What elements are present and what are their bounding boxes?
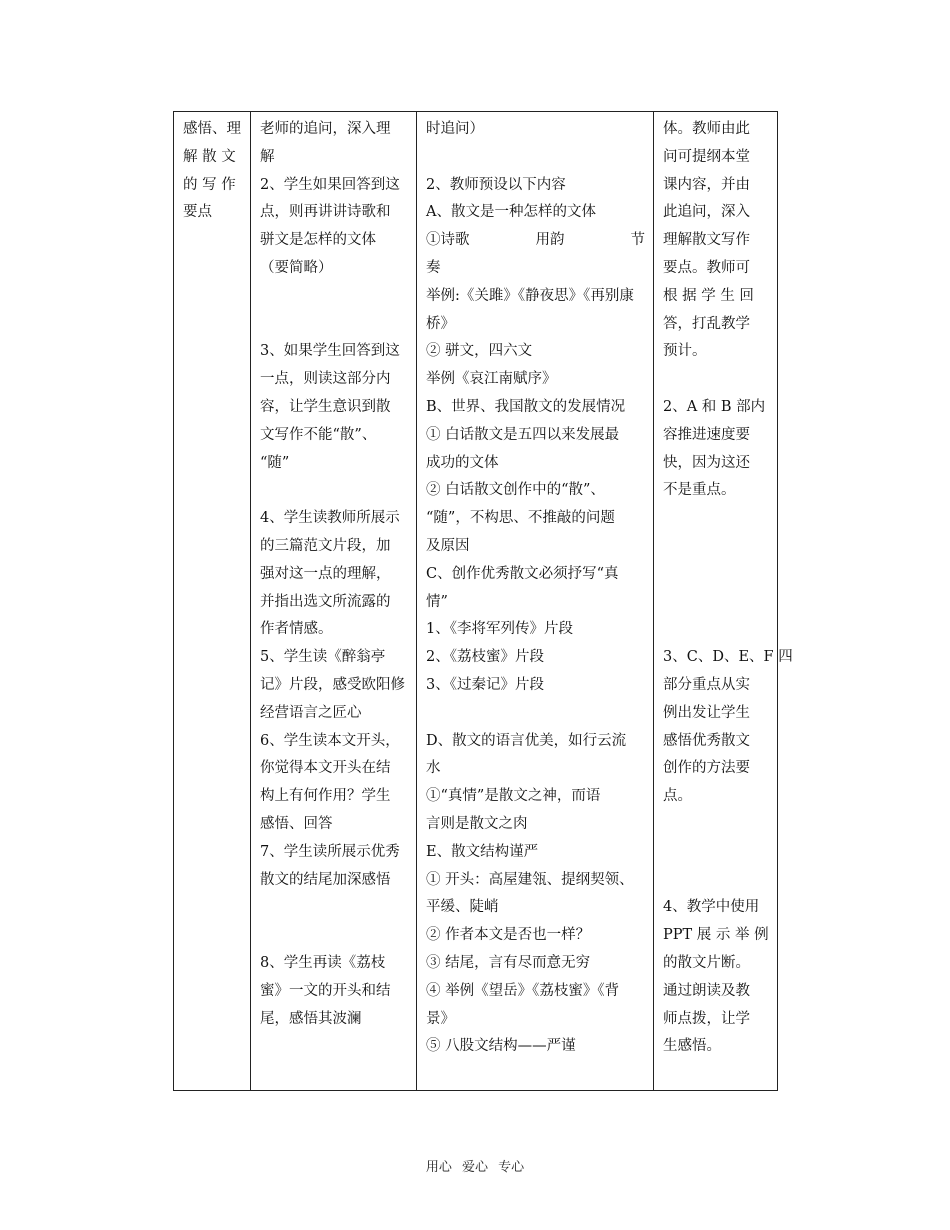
table-text-line: 感悟、理: [183, 121, 241, 137]
table-text-line: 快，因为这还: [663, 454, 750, 471]
table-text-line: ①“真情”是散文之神，而语: [426, 788, 601, 805]
table-text-line: 部分重点从实: [663, 676, 750, 693]
table-text-line: 水: [426, 760, 441, 777]
table-text-line: 情”: [426, 593, 448, 610]
table-text-line: 举例:《关雎》《静夜思》《再别康: [426, 287, 634, 304]
table-text-line: E、散文结构谨严: [426, 843, 539, 860]
table-text-line: C、创作优秀散文必须抒写“真: [426, 565, 619, 582]
table-text-line: 的 写 作: [183, 176, 236, 193]
table-text-line: 解: [260, 148, 275, 165]
poetry-line: [426, 227, 645, 255]
table-text-line: 文写作不能“散”、: [260, 426, 377, 443]
table-text-line: PPT 展 示 举 例: [663, 927, 769, 944]
table-text-line: 老师的追问，深入理: [260, 121, 391, 137]
table-text-line: 答，打乱教学: [663, 315, 750, 332]
table-text-line: 解 散 文: [183, 148, 236, 165]
design-intent-cell: [654, 112, 793, 1091]
table-text-line: 3、如果学生回答到这: [260, 343, 400, 360]
table-text-line: 8、学生再读《荔枝: [260, 954, 386, 971]
table-text-line: 记》片段，感受欧阳修: [260, 676, 405, 693]
table-text-line: 3、《过秦记》片段: [426, 676, 544, 693]
table-text-line: ①诗歌: [426, 232, 470, 249]
table-text-line: 并指出选文所流露的: [260, 593, 391, 610]
table-text-line: 4、教学中使用: [663, 899, 760, 916]
table-text-line: 节: [630, 232, 645, 249]
table-text-line: 点，则再讲讲诗歌和: [260, 204, 391, 221]
table-text-line: 师点拨，让学: [663, 1010, 750, 1027]
table-text-line: 要点。教师可: [663, 259, 750, 276]
table-text-line: ② 作者本文是否也一样？: [426, 927, 591, 944]
table-text-line: 景》: [426, 1010, 455, 1027]
table-text-line: 你觉得本文开头在结: [260, 760, 391, 777]
table-text-line: 桥》: [426, 315, 455, 332]
table-text-line: “随”，不构思、不推敲的问题: [426, 510, 615, 527]
table-text-line: ① 开头：高屋建瓴、提纲契领、: [426, 871, 634, 888]
student-activity-cell: [251, 112, 417, 1091]
table-text-line: 通过朗读及教: [663, 982, 750, 999]
table-text-line: 问可提纲本堂: [663, 148, 750, 165]
table-text-line: “随”: [260, 454, 290, 471]
table-text-line: A、散文是一种怎样的文体: [426, 204, 596, 221]
table-text-line: 一点，则读这部分内: [260, 371, 391, 388]
table-text-line: ① 白话散文是五四以来发展最: [426, 426, 620, 443]
table-text-line: 平缓、陡峭: [426, 899, 499, 916]
table-text-line: 蜜》一文的开头和结: [260, 982, 391, 999]
table-text-line: 骈文是怎样的文体: [260, 232, 376, 249]
table-text-line: 成功的文体: [426, 454, 499, 471]
table-text-line: 构上有何作用？学生: [260, 788, 391, 805]
table-text-line: 的散文片断。: [663, 954, 750, 971]
table-text-line: 4、学生读教师所展示: [260, 510, 400, 527]
table-text-line: 体。教师由此: [663, 121, 750, 137]
table-text-line: 感悟、回答: [260, 815, 333, 832]
table-text-line: 5、学生读《醉翁亭: [260, 649, 386, 666]
table-text-line: 2、《荔枝蜜》片段: [426, 649, 544, 666]
table-text-line: 点。: [663, 788, 692, 805]
lesson-plan-table: [173, 111, 793, 1091]
table-text-line: 1、《李将军列传》片段: [426, 621, 573, 638]
table-text-line: 例出发让学生: [663, 704, 750, 721]
table-text-line: 作者情感。: [260, 621, 333, 638]
table-text-line: 理解散文写作: [663, 232, 750, 249]
page-footer: 用心 爱心 专心: [425, 1160, 525, 1175]
table-text-line: 强对这一点的理解，: [260, 565, 391, 582]
table-text-line: 散文的结尾加深感悟: [260, 871, 391, 888]
table-text-line: ⑤ 八股文结构——严谨: [426, 1038, 576, 1055]
table-text-line: 要点: [183, 204, 212, 221]
table-text-line: D、散文的语言优美，如行云流: [426, 732, 627, 749]
table-text-line: （要简略）: [260, 259, 333, 276]
table-text-line: 7、学生读所展示优秀: [260, 843, 400, 860]
table-text-line: 感悟优秀散文: [663, 732, 750, 749]
table-text-line: 经营语言之匠心: [260, 704, 362, 721]
table-text-line: 举例《哀江南赋序》: [426, 371, 557, 388]
table-text-line: 尾，感悟其波澜: [260, 1010, 362, 1027]
table-text-line: 用韵: [535, 232, 565, 249]
table-text-line: 此追问，深入: [663, 204, 750, 221]
table-text-line: 容推进速度要: [663, 426, 750, 443]
table-text-line: 创作的方法要: [663, 760, 750, 777]
table-text-line: ④ 举例《望岳》《荔枝蜜》《背: [426, 982, 620, 999]
table-row: [174, 112, 778, 1091]
table-text-line: 及原因: [426, 537, 470, 554]
table-text-line: 2、学生如果回答到这: [260, 176, 400, 193]
table-text-line: ② 白话散文创作中的“散”、: [426, 482, 605, 499]
table-text-line: ② 骈文，四六文: [426, 343, 533, 360]
table-text-line: 6、学生读本文开头，: [260, 732, 400, 749]
table-text-line: 奏: [426, 259, 441, 276]
table-text-line: 预计。: [663, 343, 707, 360]
table-text-line: ③ 结尾，言有尽而意无穷: [426, 954, 591, 971]
table-text-line: 的三篇范文片段，加: [260, 537, 391, 554]
teacher-activity-cell: [417, 112, 654, 1091]
table-text-line: 生感悟。: [663, 1038, 721, 1055]
table-text-line: 根 据 学 生 回: [663, 287, 754, 304]
table-text-line: 3、C、D、E、F 四: [663, 649, 793, 666]
table-text-line: 2、A 和 B 部内: [663, 398, 766, 415]
stage-cell: [174, 112, 251, 1091]
table-text-line: 不是重点。: [663, 482, 736, 499]
table-text-line: 言则是散文之肉: [426, 815, 528, 832]
table-text-line: 课内容，并由: [663, 176, 750, 193]
table-text-line: B、世界、我国散文的发展情况: [426, 398, 626, 415]
table-text-line: 2、教师预设以下内容: [426, 176, 566, 193]
table-text-line: 时追问）: [426, 121, 484, 137]
table-text-line: 容，让学生意识到散: [260, 398, 391, 415]
